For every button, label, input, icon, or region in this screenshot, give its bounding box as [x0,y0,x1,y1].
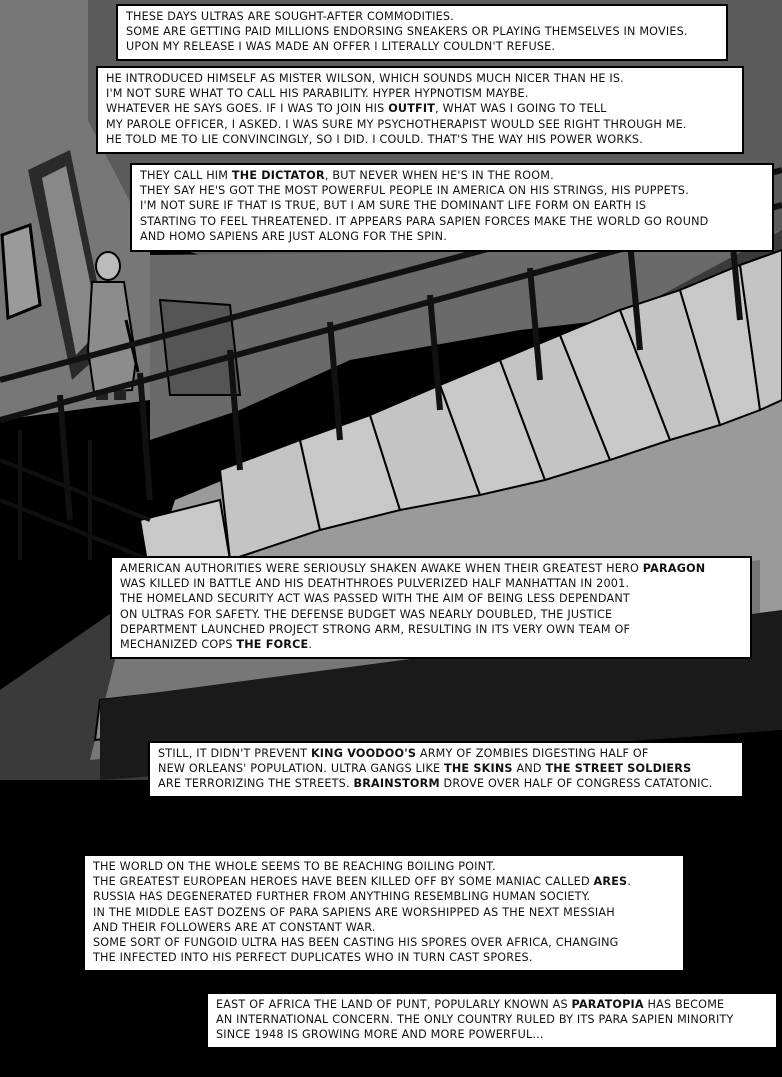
caption-text: , BUT NEVER WHEN HE'S IN THE ROOM. [324,169,554,182]
caption-emphasis: PARATOPIA [571,998,644,1011]
caption-emphasis: BRAINSTORM [353,777,440,791]
caption-text: . [308,638,313,652]
caption-text: IN THE MIDDLE EAST DOZENS OF PARA SAPIENS ARE WORSHIPPED AS THE NEXT MESSIAH [93,905,615,919]
caption-line [216,1012,768,1027]
caption-text: AN INTERNATIONAL CONCERN. THE ONLY COUNTRY RULED BY ITS PARA SAPIEN MINORITY [216,1013,734,1027]
caption-text: THE HOMELAND SECURITY ACT WAS PASSED WITH THE AIM OF BEING LESS DEPENDANT [120,592,630,606]
caption-emphasis: THE DICTATOR [231,169,325,182]
caption-line [93,889,675,904]
caption-text: ON ULTRAS FOR SAFETY. THE DEFENSE BUDGET WAS NEARLY DOUBLED, THE JUSTICE [120,607,613,621]
caption-line [216,997,768,1012]
caption-line [106,101,734,116]
caption-text: . [627,875,632,889]
caption-line [93,920,675,935]
caption-line [126,9,718,24]
caption-text: THE GREATEST EUROPEAN HEROES HAVE BEEN KILLED OFF BY SOME MANIAC CALLED [93,875,594,889]
caption-line [216,1027,768,1042]
caption-line [120,576,742,591]
caption-text: EAST OF AFRICA THE LAND OF PUNT, POPULARLY KNOWN AS [216,998,572,1011]
caption-box [116,4,728,61]
caption-text: I'M NOT SURE WHAT TO CALL HIS PARABILITY. HYPER HYPNOTISM MAYBE. [106,87,529,101]
caption-line [140,198,764,213]
caption-text: AMERICAN AUTHORITIES WERE SERIOUSLY SHAKEN AWAKE WHEN THEIR GREATEST HERO [120,562,643,575]
caption-line [120,622,742,637]
caption-text: SOME SORT OF FUNGOID ULTRA HAS BEEN CASTING HIS SPORES OVER AFRICA, CHANGING [93,936,619,950]
caption-line [93,905,675,920]
caption-line [106,117,734,132]
caption-line [120,607,742,622]
caption-text: THE INFECTED INTO HIS PERFECT DUPLICATES WHO IN TURN CAST SPORES. [93,951,533,965]
caption-emphasis: KING VOODOO'S [310,747,417,760]
caption-text: THESE DAYS ULTRAS ARE SOUGHT-AFTER COMMODITIES. [126,10,454,23]
caption-line [93,874,675,889]
caption-line [106,71,734,86]
caption-text: AND [512,762,546,776]
caption-emphasis: THE FORCE [236,638,309,652]
caption-text: SOME ARE GETTING PAID MILLIONS ENDORSING SNEAKERS OR PLAYING THEMSELVES IN MOVIES. [126,25,688,39]
caption-box [148,741,744,798]
caption-line [140,168,764,183]
caption-text: AND HOMO SAPIENS ARE JUST ALONG FOR THE SPIN. [140,229,447,243]
caption-line [140,214,764,229]
caption-text: MY PAROLE OFFICER, I ASKED. I WAS SURE MY PSYCHOTHERAPIST WOULD SEE RIGHT THROUGH ME. [106,117,687,131]
caption-line [120,637,742,652]
caption-emphasis: ARES [593,875,628,889]
caption-text: AND THEIR FOLLOWERS ARE AT CONSTANT WAR. [93,920,376,934]
caption-line [93,859,675,874]
caption-line [158,746,734,761]
caption-text: THEY CALL HIM [140,169,232,182]
caption-text: ARMY OF ZOMBIES DIGESTING HALF OF [416,747,649,760]
caption-line [140,183,764,198]
caption-line [120,591,742,606]
caption-text: MECHANIZED COPS [120,638,237,652]
caption-box [110,556,752,659]
caption-line [106,132,734,147]
caption-text: ARE TERRORIZING THE STREETS. [158,777,354,791]
caption-text: WAS KILLED IN BATTLE AND HIS DEATHTHROES PULVERIZED HALF MANHATTAN IN 2001. [120,577,630,591]
caption-emphasis: PARAGON [642,562,706,575]
caption-line [93,935,675,950]
caption-line [140,229,764,244]
caption-text: SINCE 1948 IS GROWING MORE AND MORE POWERFUL... [216,1028,544,1042]
caption-line [93,950,675,965]
caption-text: RUSSIA HAS DEGENERATED FURTHER FROM ANYTHING RESEMBLING HUMAN SOCIETY. [93,890,591,904]
caption-text: I'M NOT SURE IF THAT IS TRUE, BUT I AM SURE THE DOMINANT LIFE FORM ON EARTH IS [140,199,647,213]
caption-text: DROVE OVER HALF OF CONGRESS CATATONIC. [439,777,713,791]
caption-text: NEW ORLEANS' POPULATION. ULTRA GANGS LIKE [158,762,445,776]
caption-box [130,163,774,252]
caption-line [158,761,734,776]
caption-line [120,561,742,576]
caption-text: UPON MY RELEASE I WAS MADE AN OFFER I LITERALLY COULDN'T REFUSE. [126,40,556,54]
caption-emphasis: THE STREET SOLDIERS [545,762,692,776]
caption-text: WHATEVER HE SAYS GOES. IF I WAS TO JOIN HIS [106,102,389,116]
caption-text: STILL, IT DIDN'T PREVENT [158,747,311,760]
caption-line [106,86,734,101]
caption-line [158,776,734,791]
caption-box [83,854,685,972]
caption-text: HE TOLD ME TO LIE CONVINCINGLY, SO I DID. I COULD. THAT'S THE WAY HIS POWER WORKS. [106,132,643,146]
caption-line [126,39,718,54]
caption-text: HAS BECOME [643,998,725,1011]
caption-text: THEY SAY HE'S GOT THE MOST POWERFUL PEOPLE IN AMERICA ON HIS STRINGS, HIS PUPPETS. [140,184,689,198]
caption-text: , WHAT WAS I GOING TO TELL [435,102,607,116]
caption-text: HE INTRODUCED HIMSELF AS MISTER WILSON, WHICH SOUNDS MUCH NICER THAN HE IS. [106,72,624,85]
caption-box [96,66,744,154]
caption-text: STARTING TO FEEL THREATENED. IT APPEARS PARA SAPIEN FORCES MAKE THE WORLD GO ROUND [140,214,709,228]
caption-emphasis: OUTFIT [388,102,436,116]
caption-emphasis: THE SKINS [444,762,513,776]
caption-box [206,992,778,1049]
caption-line [126,24,718,39]
caption-text: THE WORLD ON THE WHOLE SEEMS TO BE REACHING BOILING POINT. [93,860,496,873]
caption-text: DEPARTMENT LAUNCHED PROJECT STRONG ARM, RESULTING IN ITS VERY OWN TEAM OF [120,622,631,636]
